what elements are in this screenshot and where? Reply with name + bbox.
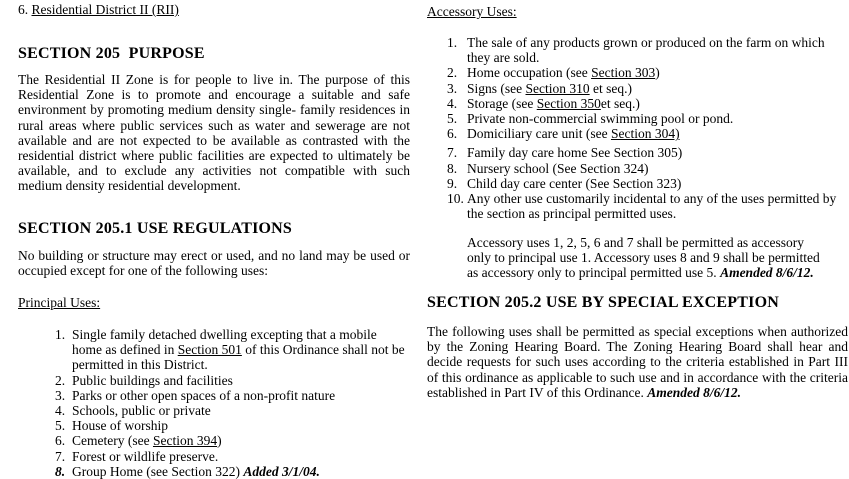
list-item-number: 7. <box>447 145 458 161</box>
list-item-text: Schools, public or private <box>72 403 211 419</box>
list-item <box>18 433 410 448</box>
list-item-number: 6. <box>55 433 66 449</box>
list-item-number: 10. <box>447 191 464 207</box>
section-ref: Section 303 <box>591 65 656 81</box>
section-205-body: The Residential II Zone is for people to live in. The purpose of this Residential Zone is to promote and encourage a suitable and safe environment by promoting medium density single- family residences in rural areas where public services such as water and sewerage are not available and are not expected to be available as contrasted with the residential district where public facilities are expected to ultimately be available, and to exclude any activities not compatible with such medium density residential development. <box>18 72 410 194</box>
list-item-text <box>467 65 848 80</box>
amendment-note: Amended 8/6/12. <box>720 265 814 281</box>
text-segment: Signs (see <box>467 80 526 96</box>
section-205-2-heading: SECTION 205.2 USE BY SPECIAL EXCEPTION <box>427 294 779 311</box>
list-item <box>427 65 848 80</box>
text-segment: et seq.) <box>600 95 640 111</box>
list-item-number: 3. <box>55 387 66 403</box>
section-ref: Section 394 <box>152 433 218 449</box>
list-item-text: Nursery school (See Section 324) <box>467 160 649 176</box>
list-item-text <box>467 126 848 141</box>
accessory-uses-list <box>427 35 848 221</box>
list-item-text: The sale of any products grown or produced on the farm on which they are sold. <box>467 35 825 66</box>
list-item <box>18 327 410 373</box>
list-item <box>427 126 848 141</box>
accessory-uses-label: Accessory Uses: <box>427 4 517 19</box>
accessory-note <box>467 235 825 281</box>
list-item-number: 7. <box>55 448 66 464</box>
list-item-number: 8. <box>55 463 66 479</box>
list-item <box>18 418 410 433</box>
list-item-number: 4. <box>447 95 458 111</box>
list-item-text: Forest or wildlife preserve. <box>72 448 219 464</box>
list-item <box>18 449 410 464</box>
list-item <box>427 35 848 65</box>
text-segment: Cemetery (see <box>72 433 153 449</box>
text-segment: Home occupation (see <box>467 65 592 81</box>
section-205-2-body <box>427 324 848 400</box>
principal-uses-label: Principal Uses: <box>18 295 101 310</box>
list-item-number: 9. <box>447 175 458 191</box>
list-item-text: Parks or other open spaces of a non-profit nature <box>72 387 336 403</box>
text-segment: ) <box>217 433 222 449</box>
section-ref: Section 310 <box>525 80 590 96</box>
text-segment: Domiciliary care unit (see <box>467 126 611 142</box>
amendment-note: Added 3/1/04. <box>243 463 320 479</box>
section-205-heading: SECTION 205 PURPOSE <box>18 45 205 62</box>
list-item <box>18 373 410 388</box>
rii-heading-title: Residential District II (RII) <box>31 2 179 17</box>
section-ref: Section 304) <box>610 126 680 142</box>
text-segment: ) <box>655 65 660 81</box>
section-205-1-body: No building or structure may erect or used, and no land may be used or occupied except for one of the following uses: <box>18 248 410 279</box>
list-item-text <box>467 96 848 111</box>
section-ref: Section 350 <box>536 95 601 111</box>
section-205-1-heading: SECTION 205.1 USE REGULATIONS <box>18 220 293 237</box>
list-item-number: 1. <box>55 327 66 342</box>
list-item-number: 5. <box>55 418 66 434</box>
list-item-text <box>72 433 410 448</box>
list-item-number: 1. <box>447 35 458 50</box>
list-item-number: 5. <box>447 111 458 127</box>
section-ref: Section 501 <box>177 342 242 358</box>
list-item <box>427 161 848 176</box>
list-item <box>18 403 410 418</box>
amendment-note: Amended 8/6/12. <box>647 384 741 400</box>
list-item-number: 8. <box>447 160 458 176</box>
list-item <box>427 81 848 96</box>
text-segment: Single family detached dwelling excepting that a mobile home as defined in <box>72 327 377 358</box>
list-item <box>18 464 410 479</box>
list-item <box>427 145 848 160</box>
list-item-text: Private non-commercial swimming pool or pond. <box>467 111 734 127</box>
list-item <box>427 111 848 126</box>
list-item <box>18 388 410 403</box>
accessory-note-text: Accessory uses 1, 2, 5, 6 and 7 shall be permitted as accessory only to principal use 1. Accessory uses 8 and 9 shall be permitted as accessory only to principal permitted use 5. <box>467 235 820 281</box>
list-item-text: Child day care center (See Section 323) <box>467 175 682 191</box>
text-segment: of this Ordinance shall not be permitted in this District. <box>72 342 405 373</box>
list-item-number: 2. <box>447 65 458 81</box>
list-item-number: 2. <box>55 372 66 388</box>
list-item-text: Family day care home See Section 305) <box>467 145 683 161</box>
list-item-text <box>72 327 410 373</box>
text-segment: Storage (see <box>467 95 537 111</box>
list-item-number: 6. <box>447 126 458 142</box>
text-segment: et seq.) <box>589 80 632 96</box>
list-item <box>427 191 848 221</box>
principal-uses-list <box>18 327 410 479</box>
rii-heading-number: 6. <box>18 2 32 17</box>
list-item-number: 4. <box>55 403 66 419</box>
text-segment: Group Home (see Section 322) <box>72 463 244 479</box>
list-item-number: 3. <box>447 80 458 96</box>
section-205-2-text: The following uses shall be permitted as special exceptions when authorized by the Zoning Hearing Board. The Zoning Hearing Board shall hear and decide requests for such uses according to the criteria established in Part III of this ordinance as applicable to such use and in accordance with the criteria established in Part IV of this Ordinance. <box>427 324 848 400</box>
list-item-text: Any other use customarily incidental to any of the uses permitted by the section as principal permitted uses. <box>467 191 837 222</box>
list-item-text: House of worship <box>72 418 168 434</box>
list-item-text <box>467 81 848 96</box>
list-item <box>427 176 848 191</box>
rii-heading <box>18 2 179 17</box>
list-item-text <box>72 464 410 479</box>
list-item-text: Public buildings and facilities <box>72 372 233 388</box>
list-item <box>427 96 848 111</box>
